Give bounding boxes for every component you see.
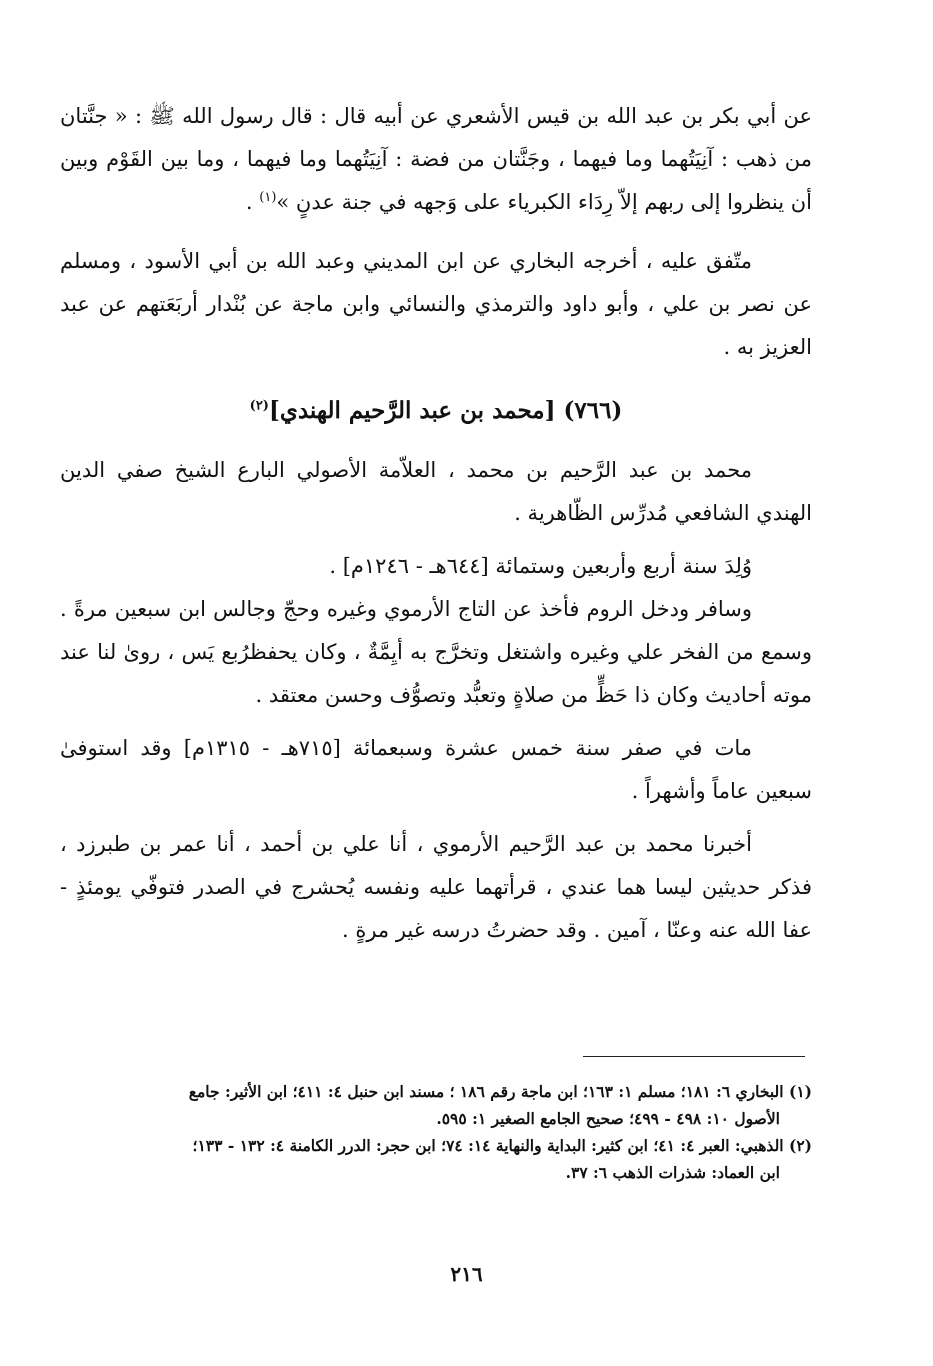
- footnote-separator: [583, 1056, 805, 1057]
- page-body: [60, 95, 812, 952]
- footnote-2-line-2: ابن العماد: شذرات الذهب ٦: ٣٧.: [565, 1163, 780, 1182]
- paragraph-travel: وسافر ودخل الروم فأخذ عن التاج الأرموي وغيره وحجّ وجالس ابن سبعين مرةً . وسمع من الفخر علي وغيره واشتغل وتخرَّج به أيِمَّةٌ ، وكان يحفظرُبع يَس ، روىٰ لنا عند موته أحاديث وكان ذا حَظٍّ من صلاةٍ وتعبُّد وتصوُّف وحسن معتقد .: [60, 597, 812, 707]
- paragraph-hadith: [60, 95, 812, 224]
- paragraph-takhrij: متّفق عليه ، أخرجه البخاري عن ابن المديني وعبد الله بن أبي الأسود ، ومسلم عن نصر بن علي ، وأبو داود والترمذي والنسائي وابن ماجة عن بُنْدار أربَعَتهم عن عبد العزيز به .: [60, 249, 812, 359]
- entry-heading-text: (٧٦٦) [محمد بن عبد الرَّحيم الهندي]: [268, 397, 623, 424]
- page-number: ٢١٦: [450, 1262, 483, 1286]
- paragraph-death: مات في صفر سنة خمس عشرة وسبعمائة [٧١٥هـ - ١٣١٥م] وقد استوفىٰ سبعين عاماً وأشهراً .: [60, 736, 812, 803]
- paragraph-biography: محمد بن عبد الرَّحيم بن محمد ، العلاّمة الأصولي البارع الشيخ صفي الدين الهندي الشافعي مُدرِّس الظّاهرية .: [60, 458, 812, 525]
- paragraph-narration: أخبرنا محمد بن عبد الرَّحيم الأرموي ، أنا علي بن أحمد ، أنا عمر بن طبرزد ، فذكر حديثين ليسا هما عندي ، قرأتهما عليه ونفسه يُحشرج في الصدر فتوفّي يومئذٍ - عفا الله عنه وعنّا ، آمين . وقد حضرتُ درسه غير مرةٍ .: [60, 832, 812, 942]
- hadith-text: عن أبي بكر بن عبد الله بن قيس الأشعري عن أبيه قال : قال رسول الله ﷺ : « جنَّتان من ذهب : آنِيَتُهما وما فيهما ، وجَنَّتان من فضة : آنِيَتُهما وما فيهما ، وما بين القَوْم وبين أن ينظروا إلى ربهم إلاّ رِدَاء الكبرياء على وَجهه في جنة عدنٍ »: [60, 104, 812, 214]
- footnote-ref-1: (١): [259, 190, 277, 205]
- paragraph-birth: وُلِدَ سنة أربع وأربعين وستمائة [٦٤٤هـ - ١٢٤٦م] .: [329, 554, 752, 578]
- footnote-2-line-1: (٢) الذهبي: العبر ٤: ٤١؛ ابن كثير: البداية والنهاية ١٤: ٧٤؛ ابن حجر: الدرر الكامنة ٤: ١٣٢ - ١٣٣؛: [192, 1136, 812, 1155]
- footnote-1-line-1: (١) البخاري ٦: ١٨١؛ مسلم ١: ١٦٣؛ ابن ماجة رقم ١٨٦ ؛ مسند ابن حنبل ٤: ٤١١؛ ابن الأثير: جامع: [188, 1082, 812, 1101]
- hadith-end: .: [245, 190, 260, 214]
- entry-heading: [60, 389, 812, 433]
- footnotes: [60, 1078, 812, 1186]
- footnote-ref-2: (٢): [249, 398, 269, 414]
- footnote-1-line-2: الأصول ١٠: ٤٩٨ - ٤٩٩؛ صحيح الجامع الصغير ١: ٥٩٥.: [436, 1109, 780, 1128]
